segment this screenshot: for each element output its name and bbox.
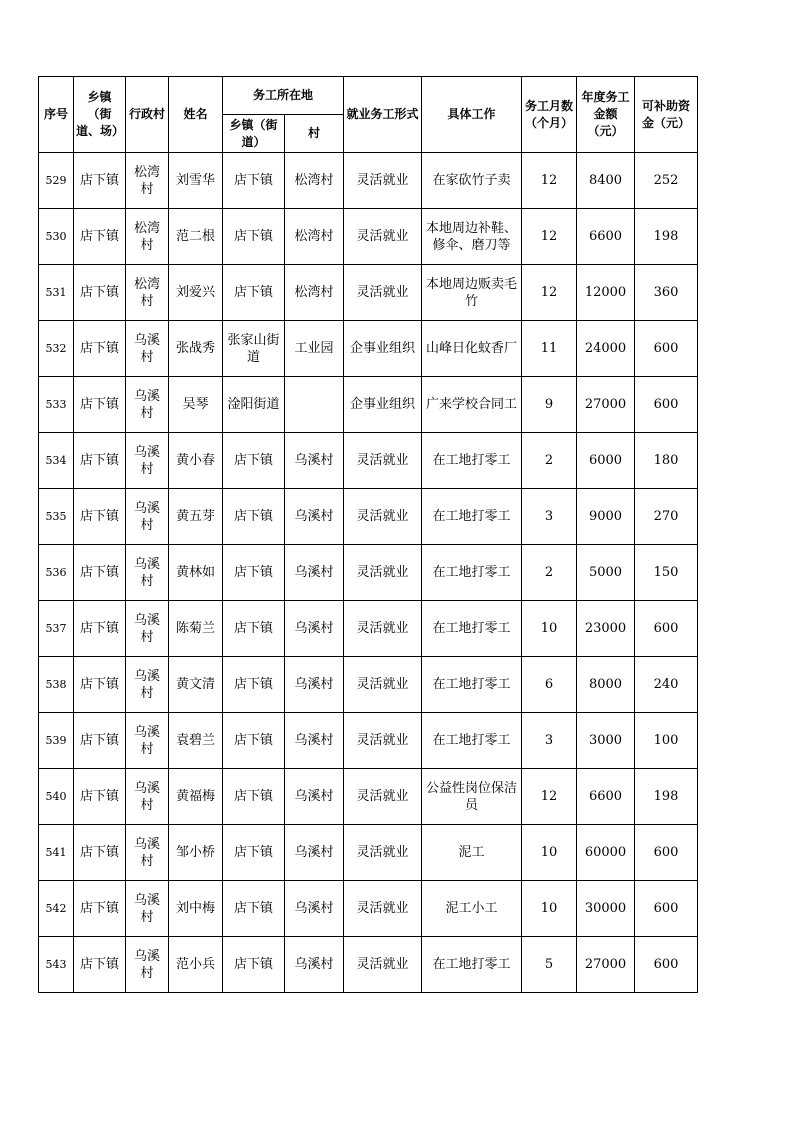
cell-subsidy: 600 [635, 881, 698, 937]
cell-name: 黄小春 [169, 433, 223, 489]
table-row [39, 321, 698, 377]
cell-township: 店下镇 [74, 265, 126, 321]
cell-township: 店下镇 [74, 209, 126, 265]
cell-village: 松湾村 [126, 209, 169, 265]
cell-annual-amount: 8000 [577, 657, 635, 713]
cell-annual-amount: 27000 [577, 937, 635, 993]
cell-work-township: 店下镇 [223, 769, 285, 825]
table-row [39, 769, 698, 825]
cell-seq: 538 [39, 657, 74, 713]
cell-employment-form: 灵活就业 [344, 825, 422, 881]
cell-work-township: 店下镇 [223, 433, 285, 489]
table-row [39, 601, 698, 657]
cell-employment-form: 灵活就业 [344, 265, 422, 321]
cell-months: 10 [522, 881, 577, 937]
cell-township: 店下镇 [74, 601, 126, 657]
cell-seq: 530 [39, 209, 74, 265]
cell-seq: 531 [39, 265, 74, 321]
cell-name: 张战秀 [169, 321, 223, 377]
cell-seq: 541 [39, 825, 74, 881]
header-months: 务工月数（个月） [522, 77, 577, 153]
cell-name: 吴琴 [169, 377, 223, 433]
cell-name: 陈菊兰 [169, 601, 223, 657]
cell-subsidy: 180 [635, 433, 698, 489]
cell-employment-form: 灵活就业 [344, 713, 422, 769]
header-employment-form: 就业务工形式 [344, 77, 422, 153]
cell-employment-form: 灵活就业 [344, 937, 422, 993]
cell-name: 黄文清 [169, 657, 223, 713]
table-row [39, 153, 698, 209]
cell-annual-amount: 23000 [577, 601, 635, 657]
cell-months: 6 [522, 657, 577, 713]
cell-work-village: 乌溪村 [285, 657, 344, 713]
cell-name: 范小兵 [169, 937, 223, 993]
cell-village: 乌溪村 [126, 377, 169, 433]
cell-work-village: 乌溪村 [285, 881, 344, 937]
cell-seq: 534 [39, 433, 74, 489]
cell-village: 松湾村 [126, 153, 169, 209]
cell-township: 店下镇 [74, 153, 126, 209]
cell-work-township: 店下镇 [223, 209, 285, 265]
cell-employment-form: 灵活就业 [344, 209, 422, 265]
cell-name: 邹小桥 [169, 825, 223, 881]
cell-annual-amount: 5000 [577, 545, 635, 601]
table-row [39, 265, 698, 321]
cell-work-township: 张家山街道 [223, 321, 285, 377]
cell-seq: 540 [39, 769, 74, 825]
cell-job: 在工地打零工 [422, 713, 522, 769]
table-row [39, 377, 698, 433]
cell-township: 店下镇 [74, 713, 126, 769]
cell-months: 9 [522, 377, 577, 433]
table-row [39, 825, 698, 881]
cell-job: 本地周边贩卖毛竹 [422, 265, 522, 321]
cell-subsidy: 198 [635, 209, 698, 265]
cell-months: 11 [522, 321, 577, 377]
cell-village: 松湾村 [126, 265, 169, 321]
cell-months: 2 [522, 433, 577, 489]
header-work-location: 务工所在地 [223, 77, 344, 115]
cell-job: 在工地打零工 [422, 937, 522, 993]
table-row [39, 489, 698, 545]
cell-work-township: 店下镇 [223, 153, 285, 209]
cell-employment-form: 灵活就业 [344, 769, 422, 825]
cell-name: 范二根 [169, 209, 223, 265]
cell-subsidy: 240 [635, 657, 698, 713]
cell-work-township: 店下镇 [223, 265, 285, 321]
cell-job: 在工地打零工 [422, 433, 522, 489]
cell-annual-amount: 24000 [577, 321, 635, 377]
cell-subsidy: 600 [635, 825, 698, 881]
cell-annual-amount: 30000 [577, 881, 635, 937]
cell-work-township: 店下镇 [223, 825, 285, 881]
header-seq: 序号 [39, 77, 74, 153]
cell-months: 12 [522, 209, 577, 265]
cell-work-township: 店下镇 [223, 545, 285, 601]
cell-village: 乌溪村 [126, 489, 169, 545]
cell-village: 乌溪村 [126, 937, 169, 993]
cell-village: 乌溪村 [126, 545, 169, 601]
cell-subsidy: 150 [635, 545, 698, 601]
cell-township: 店下镇 [74, 881, 126, 937]
cell-seq: 533 [39, 377, 74, 433]
header-village: 行政村 [126, 77, 169, 153]
cell-subsidy: 600 [635, 601, 698, 657]
cell-township: 店下镇 [74, 937, 126, 993]
header-township: 乡镇（街道、场） [74, 77, 126, 153]
cell-work-village: 乌溪村 [285, 545, 344, 601]
table-header [39, 77, 698, 153]
cell-work-village: 松湾村 [285, 265, 344, 321]
cell-job: 泥工小工 [422, 881, 522, 937]
cell-months: 10 [522, 601, 577, 657]
cell-employment-form: 灵活就业 [344, 601, 422, 657]
cell-job: 山峰日化蚊香厂 [422, 321, 522, 377]
table-row [39, 433, 698, 489]
subsidy-table [38, 76, 698, 993]
table-row [39, 713, 698, 769]
cell-name: 黄福梅 [169, 769, 223, 825]
cell-work-township: 店下镇 [223, 881, 285, 937]
cell-months: 12 [522, 265, 577, 321]
cell-subsidy: 600 [635, 321, 698, 377]
cell-months: 12 [522, 769, 577, 825]
cell-village: 乌溪村 [126, 321, 169, 377]
cell-seq: 542 [39, 881, 74, 937]
cell-job: 泥工 [422, 825, 522, 881]
table-row [39, 937, 698, 993]
header-work-village: 村 [285, 115, 344, 153]
cell-subsidy: 100 [635, 713, 698, 769]
cell-township: 店下镇 [74, 657, 126, 713]
header-annual-amount: 年度务工金额（元） [577, 77, 635, 153]
cell-job: 公益性岗位保洁员 [422, 769, 522, 825]
cell-job: 在工地打零工 [422, 489, 522, 545]
cell-months: 2 [522, 545, 577, 601]
cell-township: 店下镇 [74, 825, 126, 881]
cell-work-township: 店下镇 [223, 657, 285, 713]
cell-annual-amount: 3000 [577, 713, 635, 769]
cell-subsidy: 198 [635, 769, 698, 825]
cell-seq: 532 [39, 321, 74, 377]
cell-annual-amount: 8400 [577, 153, 635, 209]
cell-township: 店下镇 [74, 377, 126, 433]
cell-subsidy: 360 [635, 265, 698, 321]
header-job: 具体工作 [422, 77, 522, 153]
cell-annual-amount: 27000 [577, 377, 635, 433]
cell-employment-form: 企事业组织 [344, 321, 422, 377]
cell-seq: 535 [39, 489, 74, 545]
cell-annual-amount: 12000 [577, 265, 635, 321]
cell-township: 店下镇 [74, 321, 126, 377]
cell-employment-form: 企事业组织 [344, 377, 422, 433]
cell-subsidy: 270 [635, 489, 698, 545]
header-name: 姓名 [169, 77, 223, 153]
cell-name: 袁碧兰 [169, 713, 223, 769]
header-work-township: 乡镇（街道） [223, 115, 285, 153]
cell-job: 本地周边补鞋、修伞、磨刀等 [422, 209, 522, 265]
cell-months: 12 [522, 153, 577, 209]
cell-job: 在工地打零工 [422, 601, 522, 657]
cell-work-township: 店下镇 [223, 601, 285, 657]
table-body [39, 153, 698, 993]
cell-employment-form: 灵活就业 [344, 657, 422, 713]
cell-work-township: 店下镇 [223, 937, 285, 993]
cell-annual-amount: 9000 [577, 489, 635, 545]
cell-work-township: 店下镇 [223, 489, 285, 545]
cell-months: 3 [522, 489, 577, 545]
cell-township: 店下镇 [74, 433, 126, 489]
cell-subsidy: 600 [635, 377, 698, 433]
cell-village: 乌溪村 [126, 825, 169, 881]
cell-seq: 537 [39, 601, 74, 657]
cell-work-village: 乌溪村 [285, 825, 344, 881]
cell-township: 店下镇 [74, 489, 126, 545]
header-row-1 [39, 77, 698, 115]
cell-work-village: 乌溪村 [285, 601, 344, 657]
cell-job: 广来学校合同工 [422, 377, 522, 433]
cell-job: 在工地打零工 [422, 545, 522, 601]
cell-annual-amount: 60000 [577, 825, 635, 881]
cell-employment-form: 灵活就业 [344, 881, 422, 937]
cell-name: 黄五芽 [169, 489, 223, 545]
header-subsidy: 可补助资金（元） [635, 77, 698, 153]
cell-village: 乌溪村 [126, 433, 169, 489]
cell-months: 3 [522, 713, 577, 769]
table-row [39, 881, 698, 937]
cell-work-village: 松湾村 [285, 209, 344, 265]
cell-work-village: 乌溪村 [285, 713, 344, 769]
cell-name: 刘爱兴 [169, 265, 223, 321]
cell-subsidy: 600 [635, 937, 698, 993]
cell-annual-amount: 6600 [577, 209, 635, 265]
table-row [39, 657, 698, 713]
cell-annual-amount: 6600 [577, 769, 635, 825]
table-row [39, 209, 698, 265]
cell-employment-form: 灵活就业 [344, 433, 422, 489]
cell-work-township: 店下镇 [223, 713, 285, 769]
cell-job: 在工地打零工 [422, 657, 522, 713]
cell-work-township: 淦阳街道 [223, 377, 285, 433]
cell-job: 在家砍竹子卖 [422, 153, 522, 209]
cell-work-village: 乌溪村 [285, 433, 344, 489]
cell-seq: 529 [39, 153, 74, 209]
cell-work-village: 工业园 [285, 321, 344, 377]
cell-township: 店下镇 [74, 769, 126, 825]
cell-annual-amount: 6000 [577, 433, 635, 489]
cell-work-village: 松湾村 [285, 153, 344, 209]
cell-village: 乌溪村 [126, 713, 169, 769]
cell-employment-form: 灵活就业 [344, 545, 422, 601]
cell-work-village: 乌溪村 [285, 769, 344, 825]
table-row [39, 545, 698, 601]
cell-seq: 543 [39, 937, 74, 993]
cell-name: 黄林如 [169, 545, 223, 601]
cell-seq: 536 [39, 545, 74, 601]
cell-work-village: 乌溪村 [285, 489, 344, 545]
cell-name: 刘雪华 [169, 153, 223, 209]
cell-village: 乌溪村 [126, 881, 169, 937]
cell-village: 乌溪村 [126, 601, 169, 657]
cell-township: 店下镇 [74, 545, 126, 601]
cell-employment-form: 灵活就业 [344, 153, 422, 209]
cell-name: 刘中梅 [169, 881, 223, 937]
cell-village: 乌溪村 [126, 657, 169, 713]
cell-work-village [285, 377, 344, 433]
cell-village: 乌溪村 [126, 769, 169, 825]
cell-seq: 539 [39, 713, 74, 769]
cell-subsidy: 252 [635, 153, 698, 209]
cell-months: 10 [522, 825, 577, 881]
cell-employment-form: 灵活就业 [344, 489, 422, 545]
cell-months: 5 [522, 937, 577, 993]
cell-work-village: 乌溪村 [285, 937, 344, 993]
